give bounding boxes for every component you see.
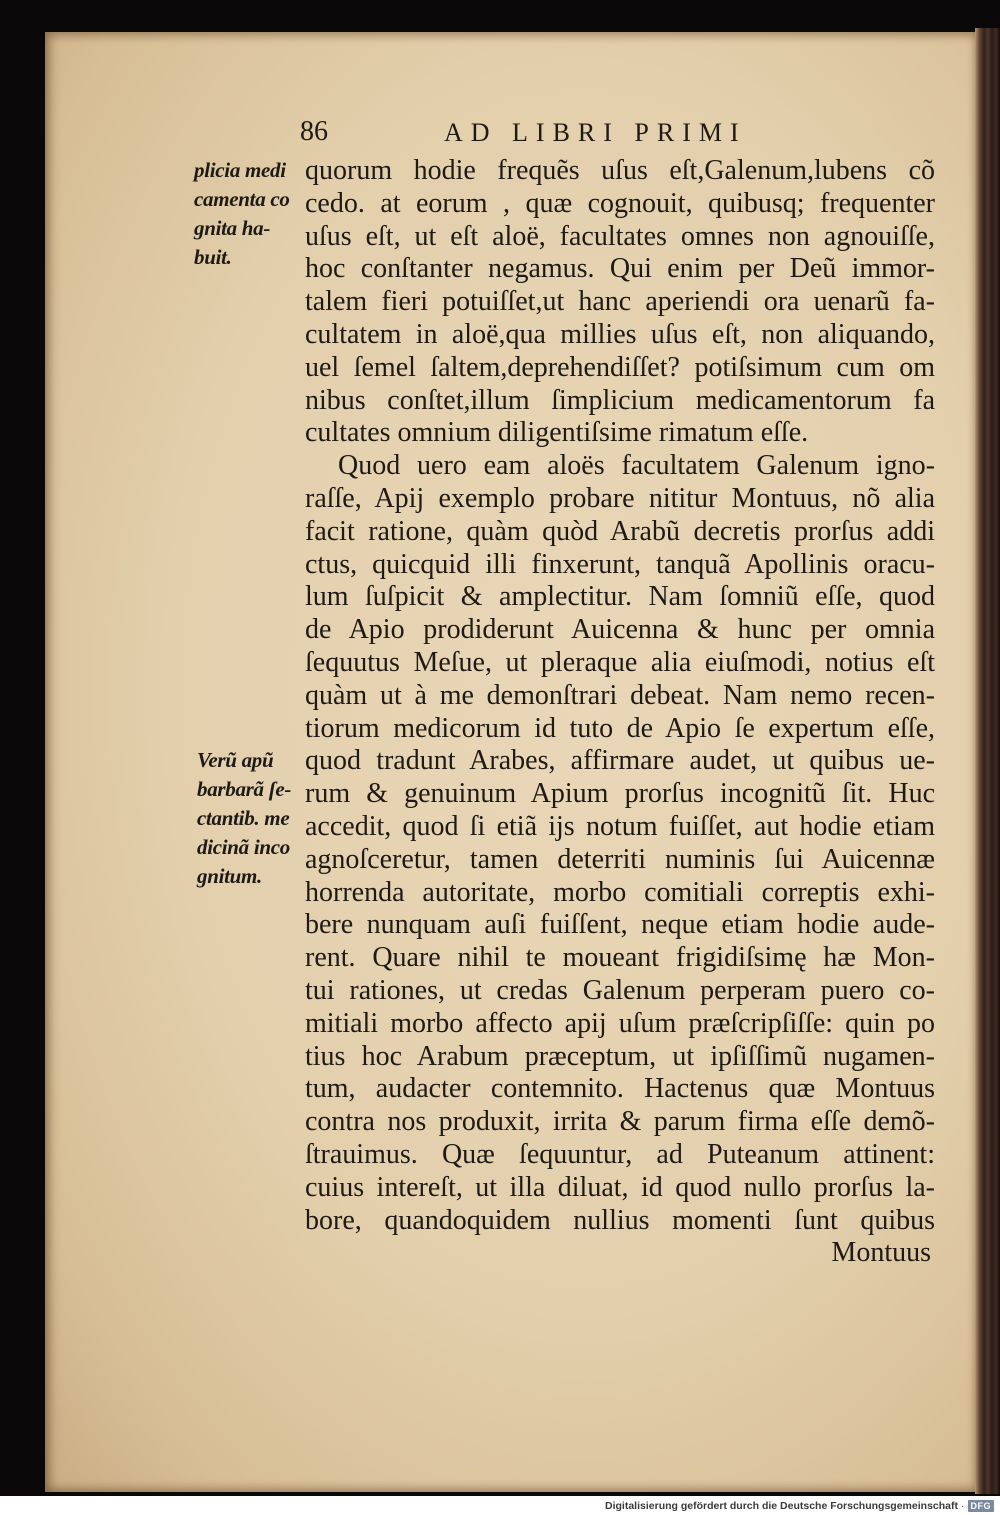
- text-line: quàm ut à me demonſtrari debeat. Nam nemo recen-: [305, 679, 935, 711]
- text-line: agnoſceretur, tamen deterriti numinis ſui Auicennæ: [305, 843, 935, 875]
- margin-note-line: gnita ha-: [194, 216, 271, 240]
- text-line: de Apio prodiderunt Auicenna & hunc per omnia: [305, 614, 935, 646]
- text-line: mitiali morbo affecto apij uſum præſcripſiſſe: quin po: [305, 1007, 935, 1039]
- text-line: ſequutus Meſue, ut pleraque alia eiuſmodi, notius eſt: [305, 646, 935, 678]
- text-line: accedit, quod ſi etiã ijs notum fuiſſet, aut hodie etiam: [305, 810, 935, 842]
- text-line: tum, audacter contemnito. Hactenus quæ Montuus: [305, 1073, 935, 1105]
- text-line: rum & genuinum Apium prorſus incognitũ ſit. Huc: [305, 778, 935, 810]
- body-lines: [305, 155, 935, 1237]
- margin-note-line: camenta co: [194, 187, 290, 211]
- text-line: tui rationes, ut credas Galenum perperam puero co-: [305, 974, 935, 1006]
- catchword: Montuus: [831, 1237, 931, 1269]
- dfg-logo-icon: DFG: [968, 1500, 995, 1512]
- margin-note-line: Verũ apũ: [197, 748, 274, 772]
- body-text: [305, 155, 935, 1270]
- text-line: Quod uero eam aloës facultatem Galenum igno-: [338, 450, 935, 482]
- footer-strip: [0, 1496, 1000, 1515]
- text-line: nibus conſtet,illum ſimplicium medicamentorum fa: [305, 384, 935, 416]
- margin-note-line: ctantib. me: [197, 806, 290, 830]
- text-line: uſus eſt, ut eſt aloë, facultates omnes non agnouiſſe,: [305, 220, 935, 252]
- text-line: bere nunquam auſi fuiſſent, neque etiam hodie aude-: [305, 909, 935, 941]
- text-line: quod tradunt Arabes, affirmare audet, ut quibus ue-: [305, 745, 935, 777]
- margin-note: [197, 746, 301, 891]
- funding-notice: Digitalisierung gefördert durch die Deutsche Forschungsgemeinschaft: [605, 1499, 958, 1512]
- text-line: lum ſuſpicit & amplectitur. Nam ſomniũ eſſe, quod: [305, 581, 935, 613]
- text-line: facit ratione, quàm quòd Arabũ decretis prorſus addi: [305, 515, 935, 547]
- footer-separator: ·: [961, 1499, 965, 1512]
- text-line: rent. Quare nihil te moueant frigidiſsimę hæ Mon-: [305, 942, 935, 974]
- text-line: hoc conſtanter negamus. Qui enim per Deũ immor-: [305, 253, 935, 285]
- text-line: talem fieri potuiſſet,ut hanc aperiendi ora uenarũ fa-: [305, 286, 935, 318]
- margin-note-line: barbarã ſe-: [197, 777, 292, 801]
- text-line: horrenda autoritate, morbo comitiali correptis exhi-: [305, 876, 935, 908]
- text-line: cedo. at eorum , quæ cognouit, quibusq; frequenter: [305, 187, 935, 219]
- margin-note-line: gnitum.: [197, 864, 263, 888]
- text-line: cuius intereſt, ut illa diluat, id quod nullo prorſus la-: [305, 1171, 935, 1203]
- text-line: uel ſemel ſaltem,deprehendiſſet? potiſsimum cum om: [305, 351, 935, 383]
- page-edge-band: [975, 28, 1000, 1494]
- margin-note-line: buit.: [194, 245, 232, 269]
- margin-note-line: dicinã inco: [197, 835, 290, 859]
- margin-note: [194, 156, 298, 272]
- text-line: bore, quandoquidem nullius momenti ſunt quibus: [305, 1204, 935, 1236]
- page-number: 86: [300, 116, 328, 147]
- margin-note-line: plicia medi: [194, 158, 286, 182]
- text-line: tiorum medicorum id tuto de Apio ſe expertum eſſe,: [305, 712, 935, 744]
- text-line: quorum hodie frequẽs uſus eſt,Galenum,lubens cõ: [305, 155, 935, 186]
- text-line: cultates omnium diligentiſsime rimatum eſſe.: [305, 417, 809, 449]
- text-line: ſtrauimus. Quæ ſequuntur, ad Puteanum attinent:: [305, 1138, 935, 1170]
- running-title: AD LIBRI PRIMI: [444, 118, 747, 147]
- text-line: tius hoc Arabum præceptum, ut ipſiſſimũ nugamen-: [305, 1040, 935, 1072]
- text-line: contra nos produxit, irrita & parum firma eſſe demõ-: [305, 1106, 935, 1138]
- text-line: cultatem in aloë,qua millies uſus eſt, non aliquando,: [305, 318, 935, 350]
- text-line: ctus, quicquid illi finxerunt, tanquã Apollinis oracu-: [305, 548, 935, 580]
- text-line: raſſe, Apij exemplo probare nititur Montuus, nõ alia: [305, 482, 935, 514]
